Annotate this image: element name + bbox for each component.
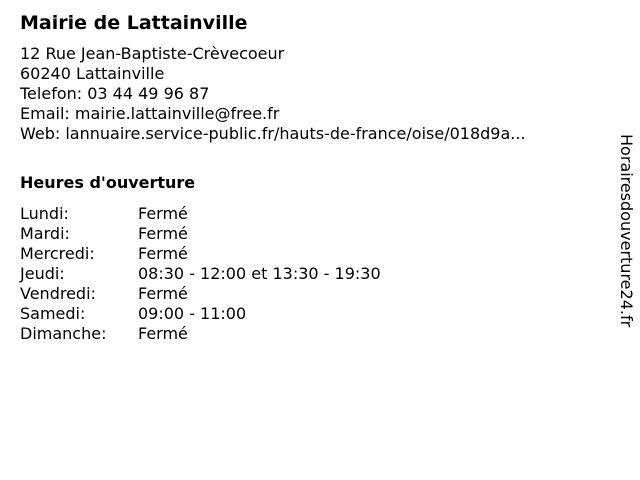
opening-hours-table xyxy=(20,204,600,344)
hours-row-thursday xyxy=(20,264,600,284)
day-label: Vendredi: xyxy=(20,284,96,303)
time-value: 09:00 - 11:00 xyxy=(138,304,247,323)
time-value: Fermé xyxy=(138,224,188,243)
hours-row-saturday xyxy=(20,304,600,324)
page-title: Mairie de Lattainville xyxy=(20,12,248,34)
phone-number: Telefon: 03 44 49 96 87 xyxy=(20,84,210,103)
hours-row-wednesday xyxy=(20,244,600,264)
hours-row-monday xyxy=(20,204,600,224)
day-label: Dimanche: xyxy=(20,324,107,343)
website-url: Web: lannuaire.service-public.fr/hauts-de-france/oise/018d9a... xyxy=(20,124,526,143)
day-label: Mercredi: xyxy=(20,244,95,263)
day-label: Jeudi: xyxy=(20,264,65,283)
time-value: Fermé xyxy=(138,284,188,303)
city-postal: 60240 Lattainville xyxy=(20,64,165,83)
hours-row-friday xyxy=(20,284,600,304)
address-block xyxy=(20,44,600,144)
time-value: Fermé xyxy=(138,244,188,263)
day-label: Samedi: xyxy=(20,304,86,323)
opening-hours-heading: Heures d'ouverture xyxy=(20,173,196,192)
day-label: Mardi: xyxy=(20,224,70,243)
info-card xyxy=(20,10,600,344)
time-value: Fermé xyxy=(138,204,188,223)
time-value: Fermé xyxy=(138,324,188,343)
hours-row-sunday xyxy=(20,324,600,344)
hours-row-tuesday xyxy=(20,224,600,244)
street-address: 12 Rue Jean-Baptiste-Crèvecoeur xyxy=(20,44,285,63)
time-value: 08:30 - 12:00 et 13:30 - 19:30 xyxy=(138,264,381,283)
day-label: Lundi: xyxy=(20,204,69,223)
email-address: Email: mairie.lattainville@free.fr xyxy=(20,104,280,123)
site-watermark: Horairesdouverture24.fr xyxy=(617,134,636,328)
